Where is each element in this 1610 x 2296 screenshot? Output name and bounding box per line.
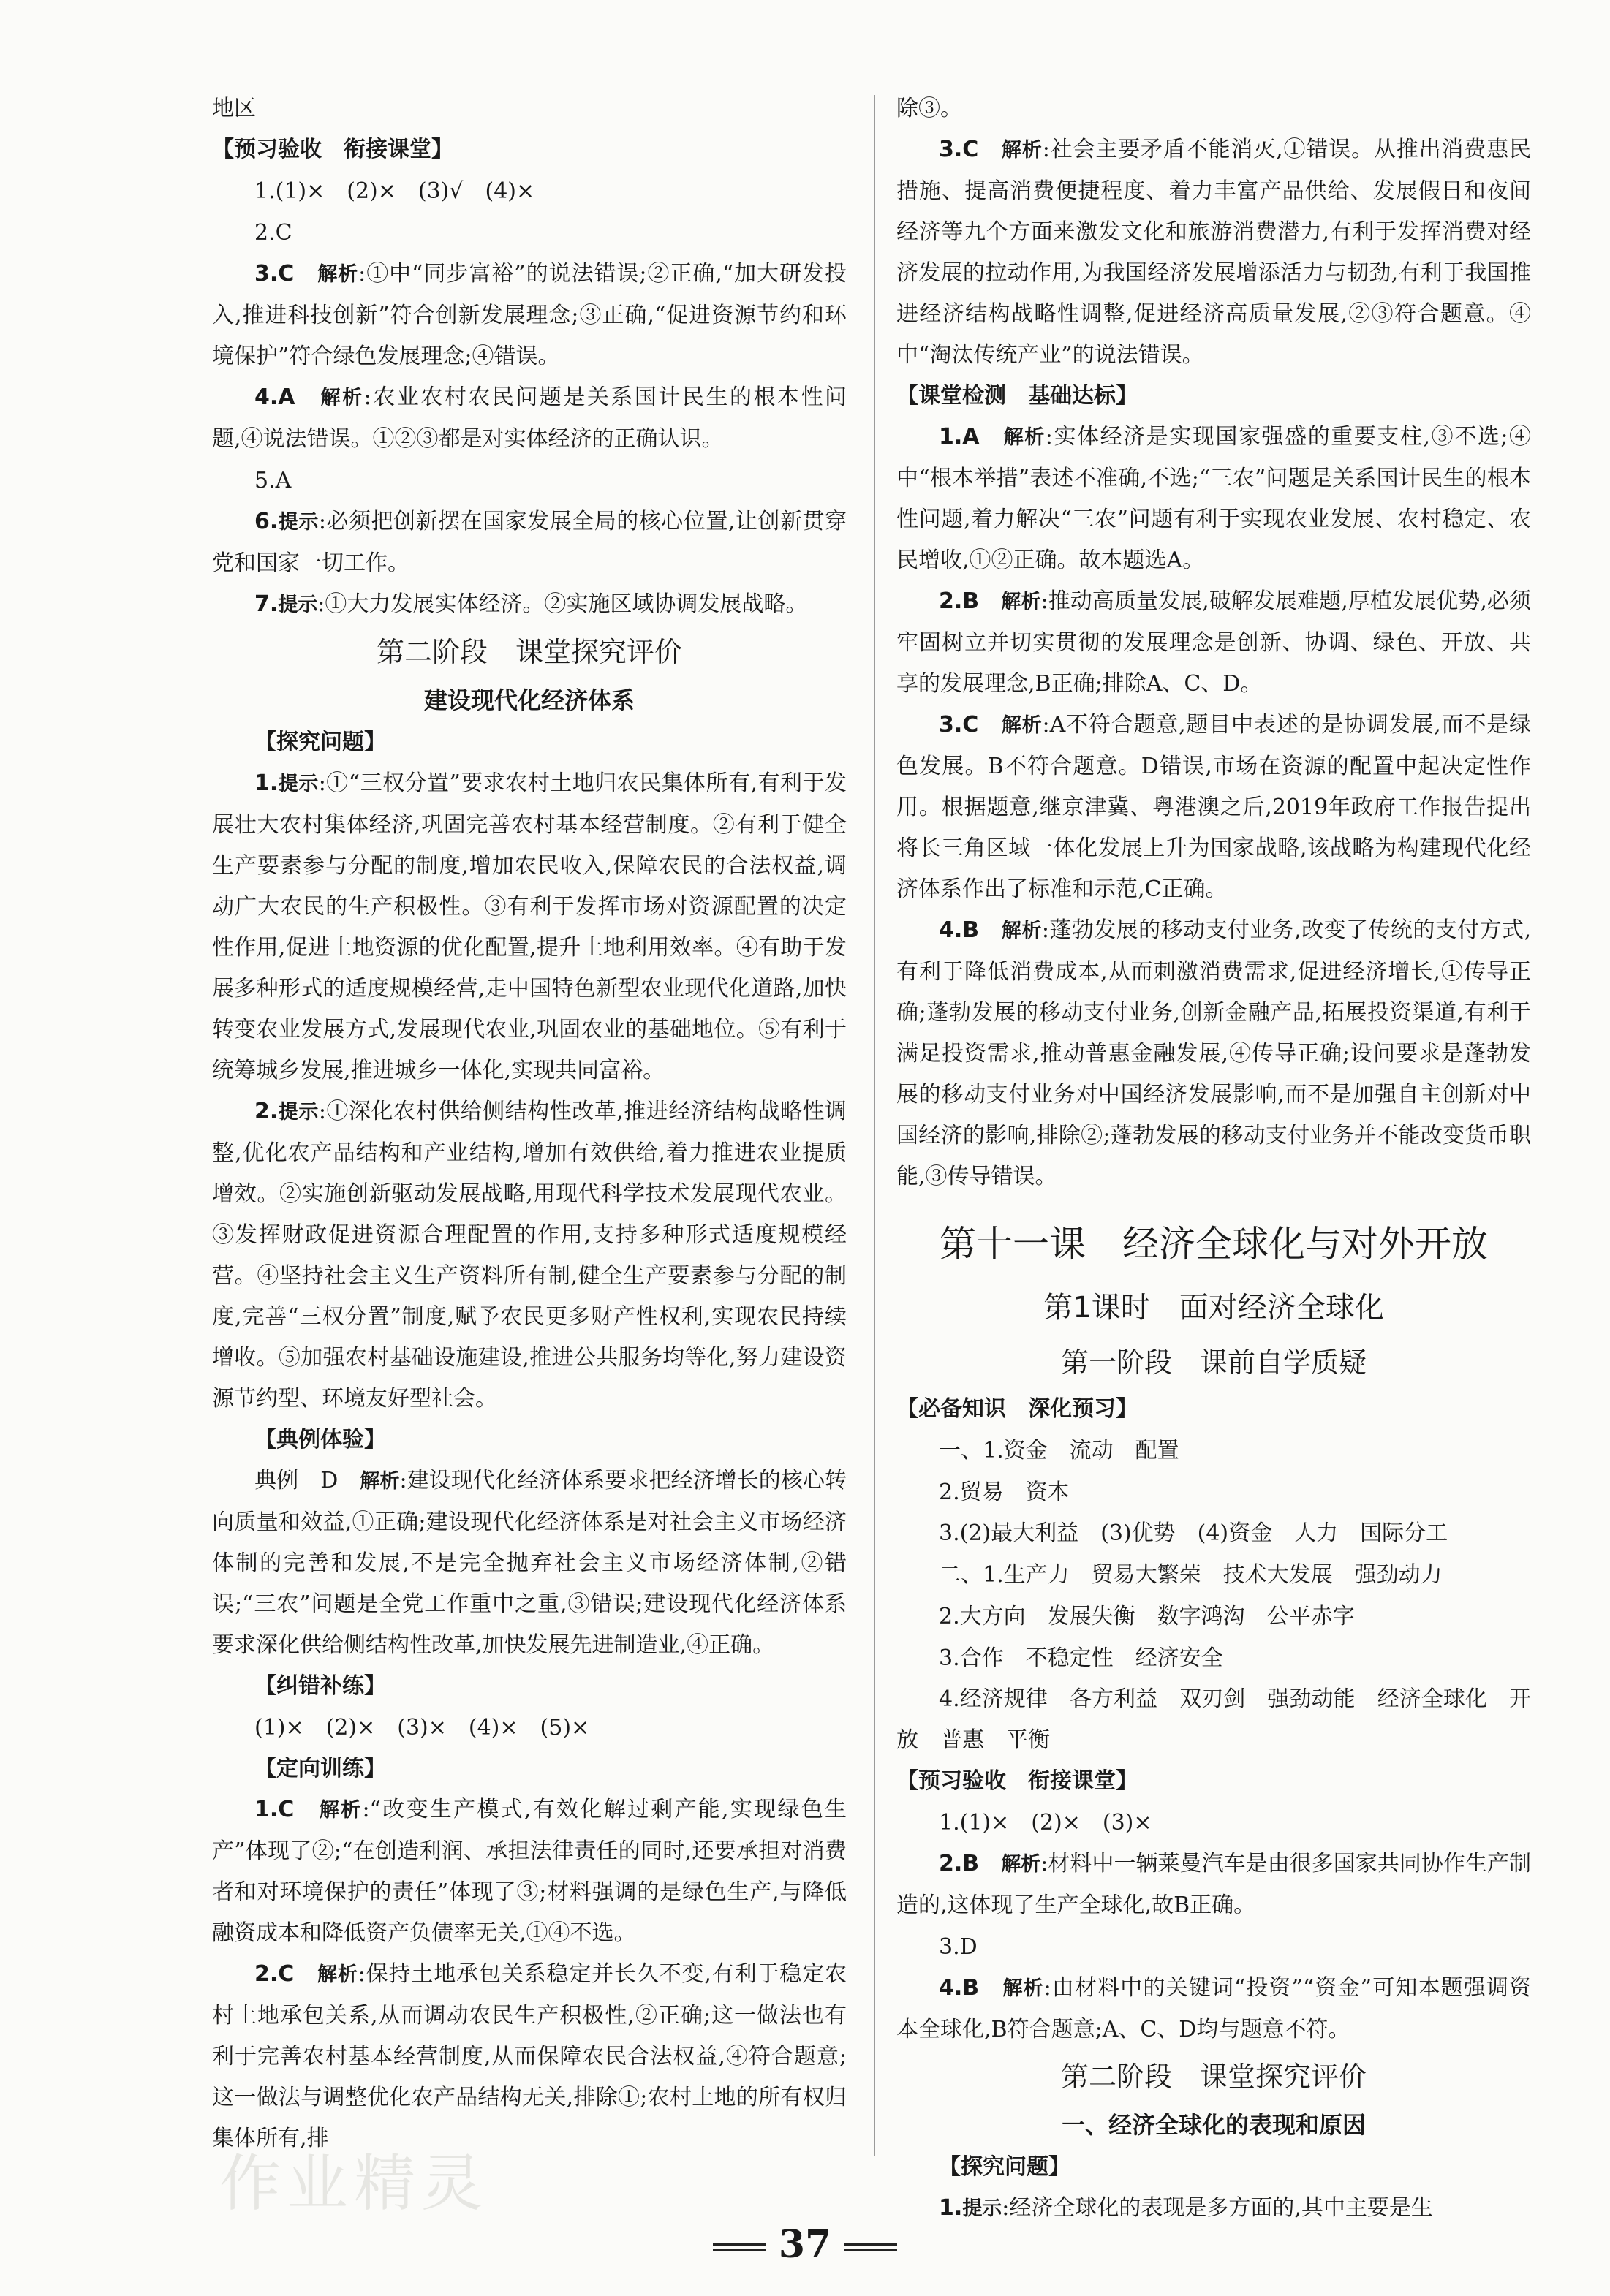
section-heading: 【课堂检测 基础达标】: [896, 383, 1138, 409]
topic-heading: 建设现代化经济体系: [423, 686, 635, 714]
answer-paragraph: 4.B 解析:由材料中的关键词“投资”“资金”可知本题强调资本全球化,B符合题意;A、C、D均与题意不符。: [896, 1975, 1531, 2042]
page-number-value: 37: [778, 2222, 832, 2267]
page-number-rule-right: [844, 2243, 897, 2251]
left-column: [212, 88, 847, 2159]
answer-paragraph: 1.A 解析:实体经济是实现国家强盛的重要支柱,③不选;④中“根本举措”表述不准确,不选;“三农”问题是关系国计民生的根本性问题,着力解决“三农”问题有利于实现农业发展、农村稳定、农民增收,①②正确。故本题选A。: [896, 424, 1531, 573]
answer-line: 2.C: [254, 220, 292, 246]
answer-paragraph: 4.经济规律 各方利益 双刃剑 强劲动能 经济全球化 开放 普惠 平衡: [896, 1686, 1531, 1753]
answer-paragraph: 2.提示:①深化农村供给侧结构性改革,推进经济结构战略性调整,优化农产品结构和产业结构,增加有效供给,着力推进农业提质增效。②实施创新驱动发展战略,用现代科学技术发展现代农业。③发挥财政促进资源合理配置的作用,支持多种形式适度规模经营。④坚持社会主义生产资料所有制,健全生产要素参与分配的制度,完善“三权分置”制度,赋予农民更多财产性权利,实现农民持续增收。⑤加强农村基础设施建设,推进公共服务均等化,努力建设资源节约型、环境友好型社会。: [212, 1099, 847, 1412]
section-heading: 【预习验收 衔接课堂】: [896, 1768, 1138, 1794]
answer-paragraph: 1.提示:经济全球化的表现是多方面的,其中主要是生: [939, 2195, 1433, 2221]
answer-paragraph: 1.提示:①“三权分置”要求农村土地归农民集体所有,有利于发展壮大农村集体经济,巩固完善农村基本经营制度。②有利于健全生产要素参与分配的制度,增加农民收入,保障农民的合法权益,调动广大农民的生产积极性。③有利于发挥市场对资源配置的决定性作用,促进土地资源的优化配置,提升土地利用效率。④有助于发展多种形式的适度规模经营,走中国特色新型农业现代化道路,加快转变农业发展方式,发展现代农业,巩固农业的基础地位。⑤有利于统筹城乡发展,推进城乡一体化,实现共同富裕。: [212, 770, 847, 1083]
answer-paragraph: 3.(2)最大利益 (3)优势 (4)资金 人力 国际分工: [939, 1520, 1448, 1546]
answer-line: 2.贸易 资本: [939, 1479, 1070, 1505]
stage-heading: 第二阶段 课堂探究评价: [1060, 2061, 1367, 2093]
answer-line: 一、1.资金 流动 配置: [939, 1438, 1179, 1463]
answer-line: 1.(1)× (2)× (3)×: [939, 1810, 1152, 1835]
topic-heading: 一、经济全球化的表现和原因: [1061, 2111, 1366, 2139]
answer-line: 2.大方向 发展失衡 数字鸿沟 公平赤字: [939, 1604, 1355, 1629]
answer-paragraph: 7.提示:①大力发展实体经济。②实施区域协调发展战略。: [254, 591, 808, 617]
section-heading: 【定向训练】: [254, 1756, 386, 1781]
lesson-title: 第十一课 经济全球化与对外开放: [940, 1223, 1488, 1265]
column-divider: [874, 95, 875, 2156]
answer-line: 3.合作 不稳定性 经济安全: [939, 1645, 1223, 1671]
answer-paragraph: 4.A 解析:农业农村农民问题是关系国计民生的根本性问题,④说法错误。①②③都是对实体经济的正确认识。: [212, 384, 847, 452]
answer-line: (1)× (2)× (3)× (4)× (5)×: [254, 1715, 590, 1740]
page-number: [0, 2222, 1610, 2267]
answer-line: 二、1.生产力 贸易大繁荣 技术大发展 强劲动力: [939, 1562, 1443, 1588]
section-heading: 【预习验收 衔接课堂】: [212, 137, 453, 162]
answer-line: 3.D: [939, 1934, 978, 1960]
answer-paragraph: 3.C 解析:社会主要矛盾不能消灭,①错误。从推出消费惠民措施、提高消费便捷程度、着力丰富产品供给、发展假日和夜间经济等九个方面来激发文化和旅游消费潜力,有利于发挥消费对经济发展的拉动作用,为我国经济发展增添活力与韧劲,有利于我国推进经济结构战略性调整,促进经济高质量发展,②③符合题意。④中“淘汰传统产业”的说法错误。: [896, 137, 1532, 368]
answer-line: 1.(1)× (2)× (3)√ (4)×: [254, 178, 535, 204]
answer-paragraph: 3.C 解析:①中“同步富裕”的说法错误;②正确,“加大研发投入,推进科技创新”符合创新发展理念;③正确,“促进资源节约和环境保护”符合绿色发展理念;④错误。: [212, 261, 847, 369]
section-heading: 【探究问题】: [939, 2154, 1070, 2180]
answer-paragraph: 2.C 解析:保持土地承包关系稳定并长久不变,有利于稳定农村土地承包关系,从而调动农民生产积极性,②正确;这一做法也有利于完善农村基本经营制度,从而保障农民合法权益,④符合题意;这一做法与调整优化农产品结构无关,排除①;农村土地的所有权归集体所有,排: [212, 1961, 847, 2151]
section-heading: 【纠错补练】: [254, 1673, 386, 1699]
answer-paragraph: 典例 D 解析:建设现代化经济体系要求把经济增长的核心转向质量和效益,①正确;建设现代化经济体系是对社会主义市场经济体制的完善和发展,不是完全抛弃社会主义市场经济体制,②错误;“三农”问题是全党工作重中之重,③错误;建设现代化经济体系要求深化供给侧结构性改革,加快发展先进制造业,④正确。: [212, 1468, 847, 1658]
watermark: 作业精灵: [219, 2148, 489, 2219]
stage-heading: 第二阶段 课堂探究评价: [376, 636, 682, 668]
section-heading: 【典例体验】: [254, 1427, 386, 1452]
answer-paragraph: 2.B 解析:材料中一辆莱曼汽车是由很多国家共同协作生产制造的,这体现了生产全球化,故B正确。: [896, 1851, 1532, 1918]
right-column: [896, 88, 1531, 2229]
period-title: 第1课时 面对经济全球化: [1043, 1291, 1384, 1325]
section-heading: 【必备知识 深化预习】: [896, 1396, 1138, 1422]
text-line: 除③。: [896, 96, 962, 121]
answer-paragraph: 3.C 解析:A不符合题意,题目中表述的是协调发展,而不是绿色发展。B不符合题意。D错误,市场在资源的配置中起决定性作用。根据题意,继京津冀、粤港澳之后,2019年政府工作报告提出将长三角区域一体化发展上升为国家战略,该战略为构建现代化经济体系作出了标准和示范,C正确。: [896, 712, 1531, 902]
page-number-rule-left: [713, 2243, 766, 2251]
answer-paragraph: 1.C 解析:“改变生产模式,有效化解过剩产能,实现绿色生产”体现了②;“在创造利润、承担法律责任的同时,还要承担对消费者和对环境保护的责任”体现了③;材料强调的是绿色生产,与降低融资成本和降低资产负债率无关,①④不选。: [212, 1797, 847, 1946]
stage-heading: 第一阶段 课前自学质疑: [1060, 1346, 1367, 1379]
answer-line: 5.A: [254, 468, 292, 493]
answer-paragraph: 4.B 解析:蓬勃发展的移动支付业务,改变了传统的支付方式,有利于降低消费成本,从而刺激消费需求,促进经济增长,①传导正确;蓬勃发展的移动支付业务,创新金融产品,拓展投资渠道,有利于满足投资需求,推动普惠金融发展,④传导正确;设问要求是蓬勃发展的移动支付业务对中国经济发展影响,而不是加强自主创新对中国经济的影响,排除②;蓬勃发展的移动支付业务并不能改变货币职能,③传导错误。: [896, 917, 1532, 1189]
text-line: 地区: [212, 96, 256, 121]
answer-paragraph: 2.B 解析:推动高质量发展,破解发展难题,厚植发展优势,必须牢固树立并切实贯彻的发展理念是创新、协调、绿色、开放、共享的发展理念,B正确;排除A、C、D。: [896, 588, 1532, 697]
section-heading: 【探究问题】: [254, 730, 386, 755]
answer-paragraph: 6.提示:必须把创新摆在国家发展全局的核心位置,让创新贯穿党和国家一切工作。: [212, 509, 847, 576]
